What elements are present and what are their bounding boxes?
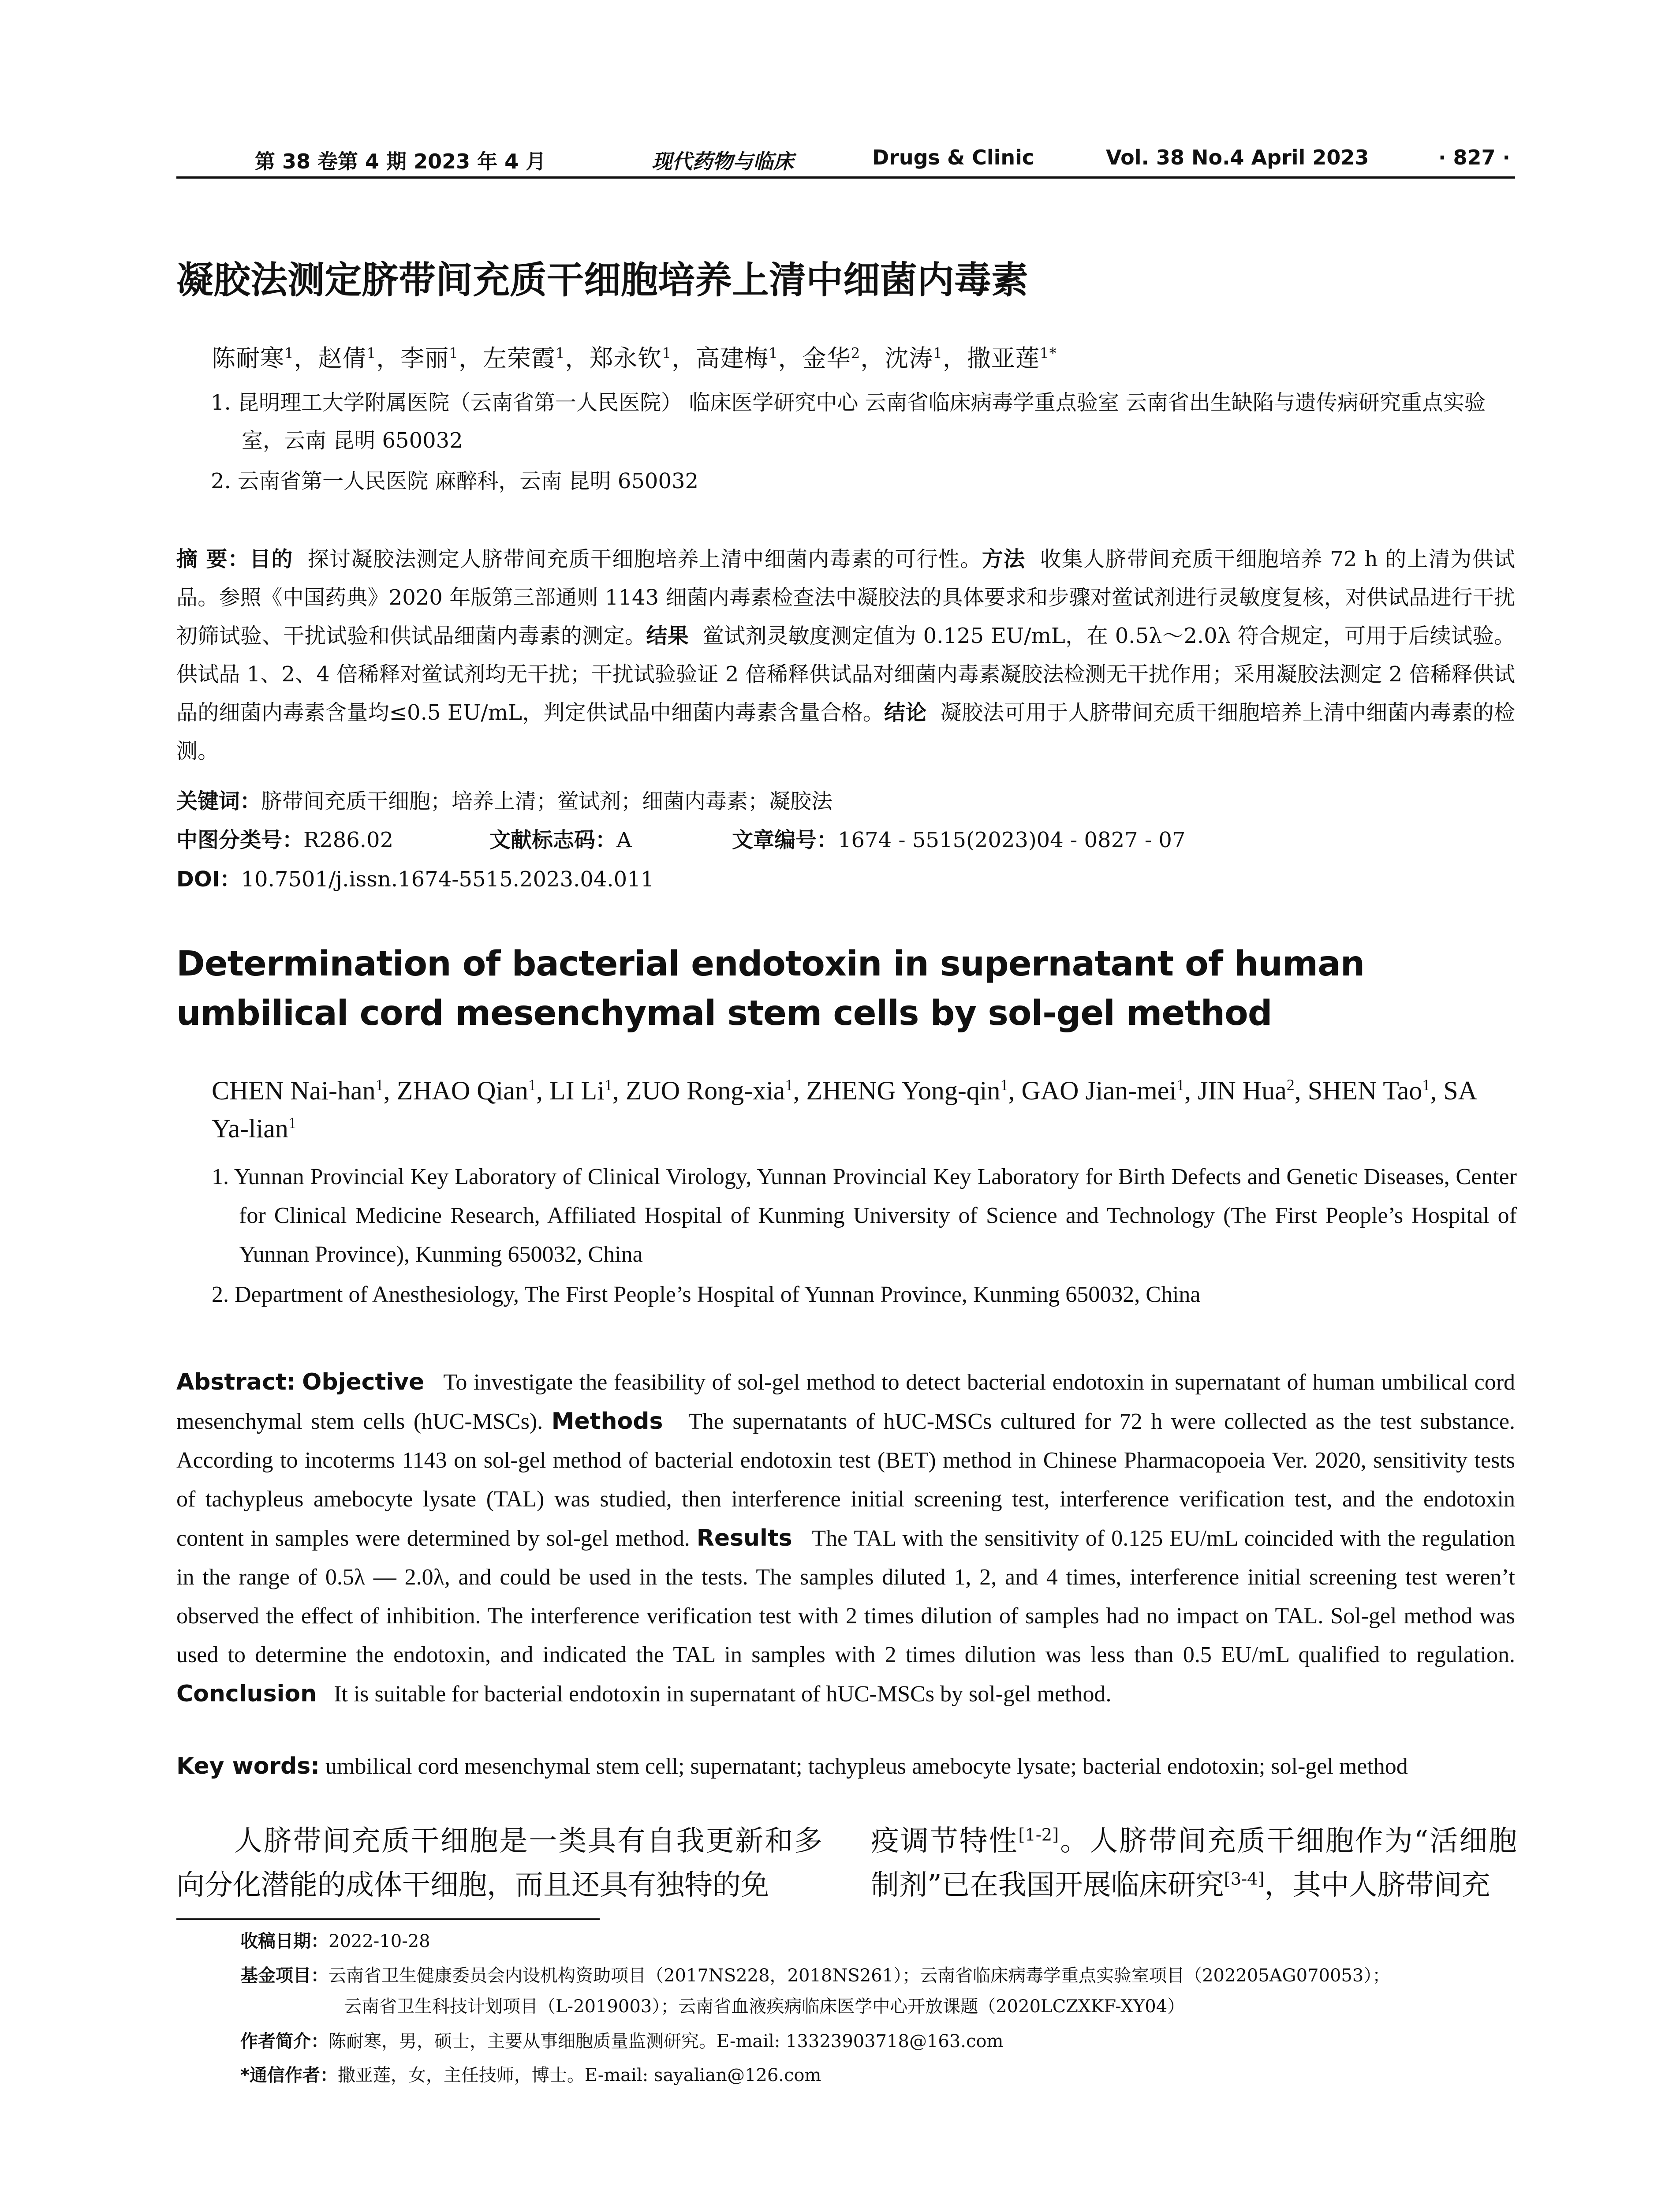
classification-clc xyxy=(176,823,393,853)
en-author-affiliation-mark: 1 xyxy=(1422,1076,1430,1094)
en-author-name: CHEN Nai-han xyxy=(212,1076,376,1105)
keywords-cn-text: 脐带间充质干细胞；培养上清；鲎试剂；细菌内毒素；凝胶法 xyxy=(261,789,833,814)
affiliation-cn-2: 2. 云南省第一人民医院 麻醉科，云南 昆明 650032 xyxy=(211,469,699,493)
doc-code-label: 文献标志码： xyxy=(489,828,617,852)
cn-author-affiliation-mark: 1 xyxy=(366,345,377,362)
en-author-name: SHEN Tao xyxy=(1307,1076,1422,1105)
cn-author-affiliation-mark: 1 xyxy=(449,345,459,362)
en-author-affiliation-mark: 2 xyxy=(1286,1076,1295,1094)
footnote-corresponding xyxy=(240,2060,821,2090)
fund-label: 基金项目： xyxy=(240,1966,329,1986)
doi xyxy=(176,862,654,893)
affiliation-en-1: 1. Yunnan Provincial Key Laboratory of Clinical Virology, Yunnan Provincial Key Laboratory for Birth Defects and Genetic Diseases, Center for Clinical Medicine Research, Affiliated Hospital of Kunming University of Science and Technology (The First People’s Hospital of Yunnan Province), Kunming 650032, China xyxy=(212,1164,1517,1267)
en-author-affiliation-mark: 1 xyxy=(528,1076,536,1094)
cn-author-affiliation-mark: 1 xyxy=(769,345,778,362)
title-en: Determination of bacterial endotoxin in supernatant of human umbilical cord mesenchymal stem cells by sol-gel method xyxy=(176,944,1365,1033)
abstract-en-label: Abstract: xyxy=(176,1369,296,1395)
cn-author-name: 郑永钦 xyxy=(589,344,662,372)
objective-label-cn: 目的 xyxy=(250,547,293,572)
conclusion-text-en: It is suitable for bacterial endotoxin in supernatant of hUC-MSCs by sol-gel method. xyxy=(334,1682,1112,1707)
cn-author-name: 左荣霞 xyxy=(482,344,556,372)
affiliation-en-2: 2. Department of Anesthesiology, The First People’s Hospital of Yunnan Province, Kunming 650032, China xyxy=(212,1282,1201,1307)
author-list-cn: 陈耐寒$^1$，赵倩$^1$，李丽$^1$，左荣霞$^1$，郑永钦$^1$，高建梅$^1$，金华$^2$，沈涛$^1$，撒亚莲$^{1*}$ xyxy=(212,344,1057,372)
objective-text-en: To investigate the feasibility of sol-gel method to detect bacterial endotoxin in supernatant of human umbilical cord mesenchymal stem cells (hUC-MSCs). xyxy=(176,1370,1516,1434)
author-list-en: CHEN Nai-han$^1$, ZHAO Qian$^1$, LI Li$^1$, ZUO Rong-xia$^1$, ZHENG Yong-qin$^1$, GAO Jian-mei$^1$, JIN Hua$^2$, SHEN Tao$^1$, SA Ya-lian$^1$ xyxy=(212,1076,1476,1143)
en-author-affiliation-mark: 1 xyxy=(785,1076,793,1094)
header-journal-en: Drugs & Clinic xyxy=(872,146,1034,169)
footnote-rule xyxy=(176,1918,600,1920)
abstract-cn xyxy=(176,540,1515,770)
conclusion-text-cn: 凝胶法可用于人脐带间充质干细胞培养上清中细菌内毒素的检测。 xyxy=(176,700,1515,763)
methods-text-en: The supernatants of hUC-MSCs cultured for 72 h were collected as the test substance. According to incoterms 1143 on sol-gel method of bacterial endotoxin test (BET) method in Chinese Pharmacopoeia Ver. 2020, sensitivity tests of tachypleus amebocyte lysate (TAL) was studied, then interference initial screening test, interference verification test, and the endotoxin content in samples were determined by sol-gel method. xyxy=(176,1409,1516,1551)
cn-author-name: 李丽 xyxy=(400,344,449,372)
en-author-affiliation-mark: 1 xyxy=(288,1114,296,1132)
corresponding-label: *通信作者： xyxy=(240,2065,338,2085)
header-issue-en: Vol. 38 No.4 April 2023 xyxy=(1106,146,1369,169)
cn-author-affiliation-mark: 2 xyxy=(851,345,861,362)
keywords-cn xyxy=(176,784,833,815)
corresponding-text: 撒亚莲，女，主任技师，博士。E-mail: sayalian@126.com xyxy=(337,2065,821,2085)
received-date: 2022-10-28 xyxy=(329,1931,430,1951)
body-column-right xyxy=(871,1819,1517,1907)
clc-label: 中图分类号： xyxy=(176,828,304,852)
methods-text-cn: 收集人脐带间充质干细胞培养 72 h 的上清为供试品。参照《中国药典》2020 年版第三部通则 1143 细菌内毒素检查法中凝胶法的具体要求和步骤对鲎试剂进行灵敏度复核，对供试品进行干扰初筛试验、干扰试验和供试品细菌内毒素的测定。 xyxy=(176,547,1515,648)
keywords-cn-label: 关键词： xyxy=(176,789,261,814)
objective-label-en: Objective xyxy=(302,1369,425,1395)
en-author-name: ZHENG Yong-qin xyxy=(806,1076,1001,1105)
conclusion-label-cn: 结论 xyxy=(884,700,927,725)
body-text-c: ，其中人脐带间充 xyxy=(1264,1869,1490,1902)
abstract-cn-label: 摘 要： xyxy=(176,547,250,572)
article-no-label: 文章编号： xyxy=(732,828,838,852)
abstract-en xyxy=(176,1363,1515,1714)
keywords-en xyxy=(176,1753,1515,1779)
en-author-name: SA Ya-lian xyxy=(212,1076,1476,1143)
cn-author-name: 高建梅 xyxy=(696,344,769,372)
doc-code-value: A xyxy=(616,828,632,852)
header-rule xyxy=(176,176,1515,179)
results-text-en: The TAL with the sensitivity of 0.125 EU/mL coincided with the regulation in the range of 0.5λ — 2.0λ, and could be used in the tests. The samples diluted 1, 2, and 4 times, interference initial screening test weren’t observed the effect of inhibition. The interference verification test with 2 times dilution of samples had no impact on TAL. Sol-gel method was used to determine the endotoxin, and indicated the TAL in samples with 2 times dilution was less than 0.5 EU/mL qualified to regulation. xyxy=(176,1526,1516,1667)
doi-value: 10.7501/j.issn.1674-5515.2023.04.011 xyxy=(241,867,654,892)
en-author-affiliation-mark: 1 xyxy=(1000,1076,1008,1094)
en-author-name: ZHAO Qian xyxy=(396,1076,528,1105)
affiliation-cn-1: 1. 昆明理工大学附属医院（云南省第一人民医院） 临床医学研究中心 云南省临床病毒学重点验室 云南省出生缺陷与遗传病研究重点实验室，云南 昆明 650032 xyxy=(211,390,1486,453)
header-page-number: · 827 · xyxy=(1438,146,1510,169)
cn-author-name: 撒亚莲 xyxy=(967,344,1040,372)
cn-author-affiliation-mark: 1 xyxy=(555,345,565,362)
clc-value: R286.02 xyxy=(303,828,394,852)
conclusion-label-en: Conclusion xyxy=(176,1681,317,1707)
en-author-affiliation-mark: 1 xyxy=(604,1076,612,1094)
classification-article-no xyxy=(732,823,1185,853)
footnote-fund xyxy=(240,1961,1390,1991)
results-label-cn: 结果 xyxy=(646,624,689,648)
en-author-affiliation-mark: 1 xyxy=(375,1076,384,1094)
results-text-cn: 鲎试剂灵敏度测定值为 0.125 EU/mL，在 0.5λ～2.0λ 符合规定，可用于后续试验。供试品 1、2、4 倍稀释对鲎试剂均无干扰；干扰试验验证 2 倍稀释供试品对细菌内毒素凝胶法检测无干扰作用；采用凝胶法测定 2 倍稀释供试品的细菌内毒素含量均≤0.5 EU/mL，判定供试品中细菌内毒素含量合格。 xyxy=(176,624,1515,725)
body-column-left xyxy=(176,1819,822,1907)
article-no-value: 1674 - 5515(2023)04 - 0827 - 07 xyxy=(838,828,1186,852)
cn-author-affiliation-mark: 1 xyxy=(933,345,943,362)
en-author-name: GAO Jian-mei xyxy=(1021,1076,1177,1105)
en-author-name: ZUO Rong-xia xyxy=(625,1076,785,1105)
cn-author-name: 陈耐寒 xyxy=(212,344,284,372)
footnote-received xyxy=(240,1926,430,1956)
doi-label: DOI： xyxy=(176,867,241,892)
footnote-author xyxy=(240,2026,1003,2056)
author-bio-text: 陈耐寒，男，硕士，主要从事细胞质量监测研究。E-mail: 13323903718@163.com xyxy=(329,2031,1004,2052)
header-issue-cn: 第 38 卷第 4 期 2023 年 4 月 xyxy=(255,149,546,173)
cn-author-affiliation-mark: 1 xyxy=(284,345,294,362)
title-cn: 凝胶法测定脐带间充质干细胞培养上清中细菌内毒素 xyxy=(176,258,1029,302)
keywords-en-label: Key words: xyxy=(176,1753,320,1779)
body-text-a: 疫调节特性 xyxy=(871,1825,1019,1857)
en-author-name: LI Li xyxy=(549,1076,605,1105)
cn-author-name: 赵倩 xyxy=(318,344,367,372)
header-journal-cn: 现代药物与临床 xyxy=(652,149,794,173)
methods-label-en: Methods xyxy=(551,1408,663,1435)
cn-author-affiliation-mark: 1 xyxy=(662,345,672,362)
body-paragraph-start: 人脐带间充质干细胞是一类具有自我更新和多向分化潜能的成体干细胞，而且还具有独特的免 xyxy=(176,1825,822,1902)
cn-author-name: 金华 xyxy=(802,344,851,372)
received-label: 收稿日期： xyxy=(240,1931,329,1951)
fund-line-2: 云南省卫生科技计划项目（L-2019003）；云南省血液疾病临床医学中心开放课题（2020LCZXKF-XY04） xyxy=(344,1996,1185,2017)
results-label-en: Results xyxy=(696,1525,792,1551)
en-author-affiliation-mark: 1 xyxy=(1176,1076,1185,1094)
author-bio-label: 作者简介： xyxy=(240,2031,329,2052)
citation-ref[interactable]: [3-4] xyxy=(1224,1869,1265,1889)
citation-ref[interactable]: [1-2] xyxy=(1018,1825,1059,1845)
fund-line-1: 云南省卫生健康委员会内设机构资助项目（2017NS228，2018NS261）；云南省临床病毒学重点实验室项目（202205AG070053）； xyxy=(329,1966,1390,1986)
keywords-en-text: umbilical cord mesenchymal stem cell; supernatant; tachypleus amebocyte lysate; bacterial endotoxin; sol-gel method xyxy=(325,1754,1408,1779)
cn-author-affiliation-mark: 1* xyxy=(1039,345,1057,362)
methods-label-cn: 方法 xyxy=(982,547,1026,572)
cn-author-name: 沈涛 xyxy=(885,344,933,372)
classification-doc-code xyxy=(489,823,632,853)
objective-text-cn: 探讨凝胶法测定人脐带间充质干细胞培养上清中细菌内毒素的可行性。 xyxy=(307,547,982,572)
body-text-b: 。人脐带间充质干细胞作为“活细胞制剂”已在我国开展临床研究 xyxy=(871,1825,1517,1902)
en-author-name: JIN Hua xyxy=(1198,1076,1287,1105)
